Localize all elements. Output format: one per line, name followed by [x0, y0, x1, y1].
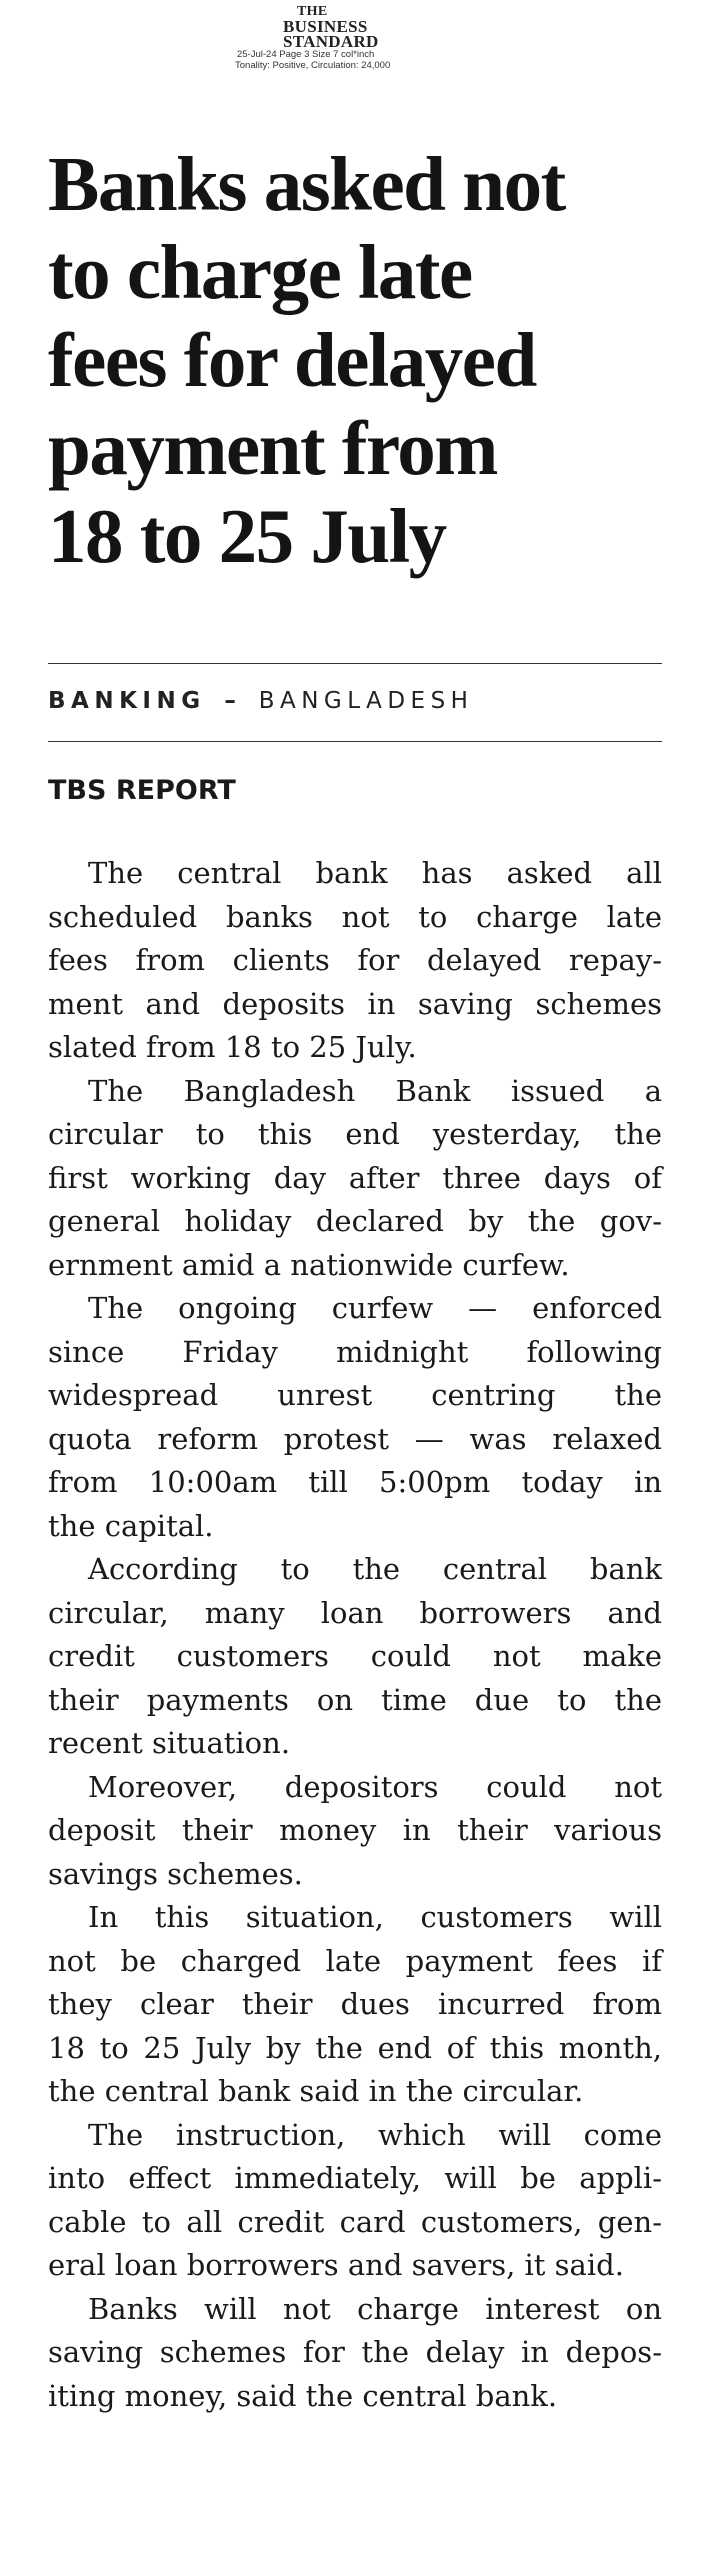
- paragraph-line: first working day after three days of: [48, 1160, 662, 1195]
- paragraph-line: ernment amid a nationwide curfew.: [48, 1247, 570, 1282]
- paragraph-line: their payments on time due to the: [48, 1682, 662, 1717]
- article-paragraph: [48, 1766, 662, 1897]
- clipping-metadata: [235, 49, 485, 71]
- paragraph-line: slated from 18 to 25 July.: [48, 1030, 417, 1064]
- paragraph-line: quota reform protest — was relaxed: [48, 1421, 662, 1456]
- article-paragraph: [48, 1070, 662, 1288]
- paragraph-line: from 10:00am till 5:00pm today in: [48, 1465, 662, 1499]
- paragraph-line: circular, many loan borrowers and: [48, 1595, 662, 1630]
- headline-line: payment from: [48, 405, 497, 491]
- paragraph-line: scheduled banks not to charge late: [48, 899, 662, 934]
- section-divider-top: [48, 663, 662, 664]
- paragraph-line: iting money, said the central bank.: [48, 2378, 558, 2413]
- paragraph-line: The ongoing curfew — enforced: [88, 1291, 662, 1325]
- section-separator: –: [224, 688, 236, 714]
- paragraph-line: eral loan borrowers and savers, it said.: [48, 2248, 624, 2282]
- paragraph-line: since Friday midnight following: [48, 1334, 662, 1369]
- article-headline: [48, 140, 688, 580]
- logo-line-3: STANDARD: [283, 32, 379, 51]
- paragraph-line: the central bank said in the circular.: [48, 2074, 584, 2108]
- paragraph-line: Moreover, depositors could not: [88, 1769, 662, 1804]
- paragraph-line: cable to all credit card customers, gen-: [48, 2204, 662, 2239]
- paragraph-line: Banks will not charge interest on: [88, 2291, 662, 2326]
- paragraph-line: widespread unrest centring the: [48, 1378, 662, 1412]
- paragraph-line: 18 to 25 July by the end of this month,: [48, 2030, 662, 2065]
- paragraph-line: into effect immediately, will be appli-: [48, 2161, 662, 2195]
- clip-tonality: Tonality: Positive, Circulation: 24,000: [235, 60, 391, 71]
- logo-line-2: BUSINESS: [283, 17, 368, 36]
- section-name: BANKING: [48, 688, 206, 714]
- article-paragraph: [48, 2288, 662, 2419]
- paragraph-line: According to the central bank: [88, 1552, 662, 1586]
- paragraph-line: savings schemes.: [48, 1856, 303, 1891]
- paragraph-line: ment and deposits in saving schemes: [48, 986, 662, 1021]
- paragraph-line: The instruction, which will come: [88, 2117, 662, 2152]
- article-body: [48, 852, 662, 2418]
- article-paragraph: [48, 1548, 662, 1766]
- paragraph-line: credit customers could not make: [48, 1639, 662, 1673]
- paragraph-line: fees from clients for delayed repay-: [48, 943, 662, 977]
- headline-line: 18 to 25 July: [48, 493, 446, 579]
- headline-line: to charge late: [48, 229, 472, 315]
- paragraph-line: saving schemes for the delay in depos-: [48, 2335, 662, 2369]
- paragraph-line: deposit their money in their various: [48, 1813, 662, 1847]
- headline-line: fees for delayed: [48, 317, 536, 403]
- article-paragraph: [48, 1287, 662, 1548]
- headline-line: Banks asked not: [48, 141, 565, 227]
- newspaper-logo: [235, 4, 485, 49]
- paragraph-line: recent situation.: [48, 1726, 291, 1760]
- paragraph-line: The central bank has asked all: [88, 856, 662, 890]
- article-paragraph: [48, 1896, 662, 2114]
- article-paragraph: [48, 852, 662, 1070]
- paragraph-line: they clear their dues incurred from: [48, 1987, 662, 2021]
- paragraph-line: circular to this end yesterday, the: [48, 1117, 662, 1151]
- section-subname: BANGLADESH: [258, 688, 474, 714]
- paragraph-line: not be charged late payment fees if: [48, 1943, 662, 1978]
- clip-info: 25-Jul-24 Page 3 Size 7 col*inch: [237, 49, 375, 60]
- byline: TBS REPORT: [48, 775, 236, 806]
- paragraph-line: In this situation, customers will: [88, 1900, 662, 1934]
- article-paragraph: [48, 2114, 662, 2288]
- paragraph-line: general holiday declared by the gov-: [48, 1204, 662, 1238]
- masthead: [235, 4, 485, 71]
- logo-line-1: THE: [297, 4, 328, 19]
- section-label: [48, 688, 473, 714]
- paragraph-line: The Bangladesh Bank issued a: [88, 1073, 662, 1108]
- section-divider-bottom: [48, 741, 662, 742]
- paragraph-line: the capital.: [48, 1508, 214, 1543]
